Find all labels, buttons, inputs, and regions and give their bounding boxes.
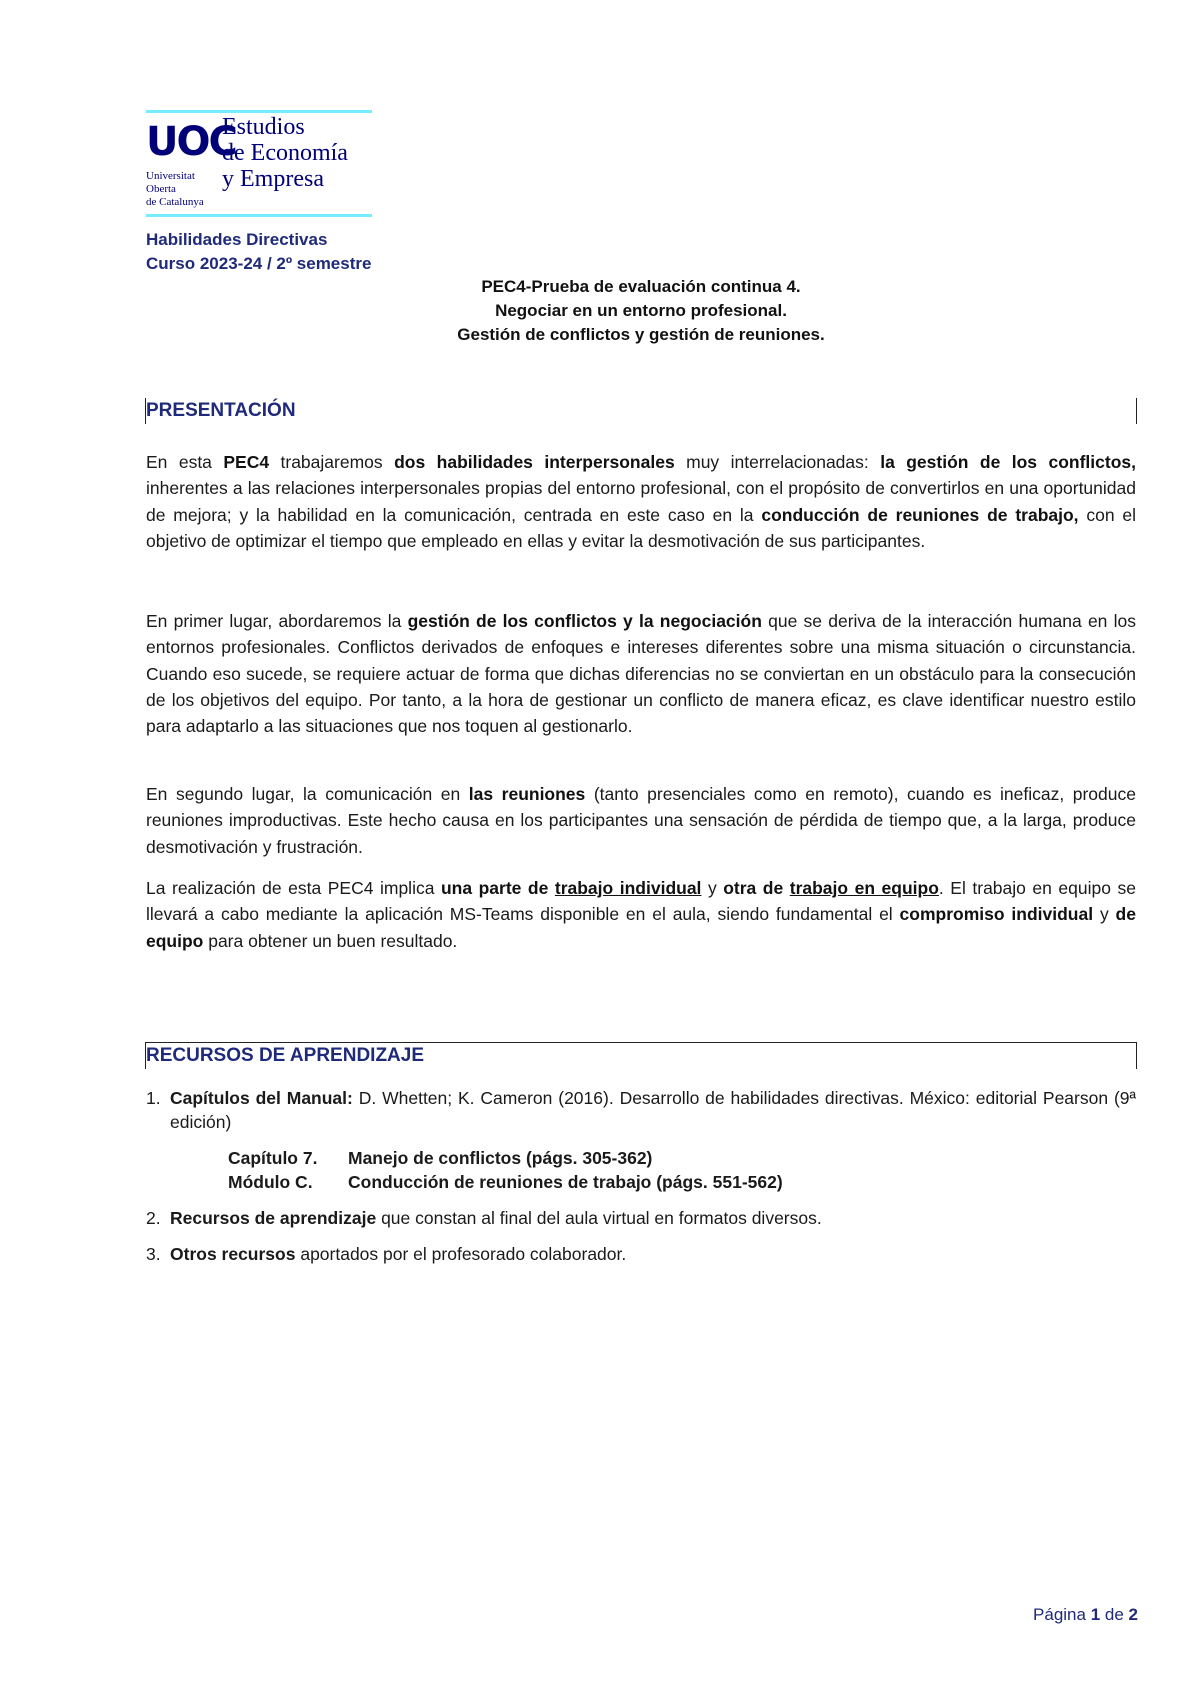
list-item: 2. Recursos de aprendizaje que constan al final del aula virtual en formatos diversos. [146, 1208, 822, 1228]
logo-top-bar [146, 110, 372, 113]
resources-list [146, 1086, 1136, 1278]
logo-uoc-wordmark: UOC [146, 119, 236, 165]
course-info [146, 228, 371, 276]
chapter-row: Módulo C. Conducción de reuniones de trabajo (págs. 551-562) [228, 1172, 783, 1192]
uoc-logo [146, 110, 372, 220]
list-item: 3. Otros recursos aportados por el profesorado colaborador. [146, 1244, 627, 1264]
paragraph-realizacion: La realización de esta PEC4 implica una parte de trabajo individual y otra de trabajo en equipo. El trabajo en equipo se llevará a cabo mediante la aplicación MS-Teams disponible en el aula, siendo fundamental el compromiso individual y de equipo para obtener un buen resultado. [146, 878, 1136, 951]
logo-university-name: Universitat Oberta de Catalunya [146, 170, 204, 208]
paragraph-reuniones: En segundo lugar, la comunicación en las reuniones (tanto presenciales como en remoto), cuando es ineficaz, produce reuniones improductivas. Este hecho causa en los participantes una sensación de pérdida de tiempo que, a la larga, produce desmotivación y frustración. [146, 784, 1136, 857]
page-number: Página 1 de 2 [1033, 1605, 1138, 1624]
section-heading-recursos: RECURSOS DE APRENDIZAJE [145, 1042, 1137, 1069]
course-subject: Habilidades Directivas [146, 230, 328, 249]
list-item: 1. Capítulos del Manual: D. Whetten; K. Cameron (2016). Desarrollo de habilidades directivas. México: editorial Pearson (9ª edición) [146, 1088, 1136, 1132]
chapter-list [228, 1146, 1136, 1194]
course-term: Curso 2023-24 / 2º semestre [146, 254, 372, 273]
logo-school-name: Estudios de Economía y Empresa [222, 114, 348, 192]
document-title: PEC4-Prueba de evaluación continua 4. Negociar en un entorno profesional. Gestión de conflictos y gestión de reuniones. [457, 277, 825, 344]
paragraph-intro: En esta PEC4 trabajaremos dos habilidades interpersonales muy interrelacionadas: la gestión de los conflictos, inherentes a las relaciones interpersonales propias del entorno profesional, con el propósito de convertirlos en una oportunidad de mejora; y la habilidad en la comunicación, centrada en este caso en la conducción de reuniones de trabajo, con el objetivo de optimizar el tiempo que empleado en ellas y evitar la desmotivación de sus participantes. [146, 452, 1137, 551]
section-heading-presentacion: PRESENTACIÓN [145, 398, 1137, 424]
paragraph-conflictos: En primer lugar, abordaremos la gestión de los conflictos y la negociación que se deriva de la interacción humana en los entornos profesionales. Conflictos derivados de enfoques e intereses diferentes sobre una misma situación o circunstancia. Cuando eso sucede, se requiere actuar de forma que dichas diferencias no se conviertan en un obstáculo para la consecución de los objetivos del equipo. Por tanto, a la hora de gestionar un conflicto de manera eficaz, es clave identificar nuestro estilo para adaptarlo a las situaciones que nos toquen al gestionarlo. [146, 611, 1136, 737]
chapter-row: Capítulo 7. Manejo de conflictos (págs. 305-362) [228, 1148, 653, 1168]
logo-bottom-bar [146, 214, 372, 217]
